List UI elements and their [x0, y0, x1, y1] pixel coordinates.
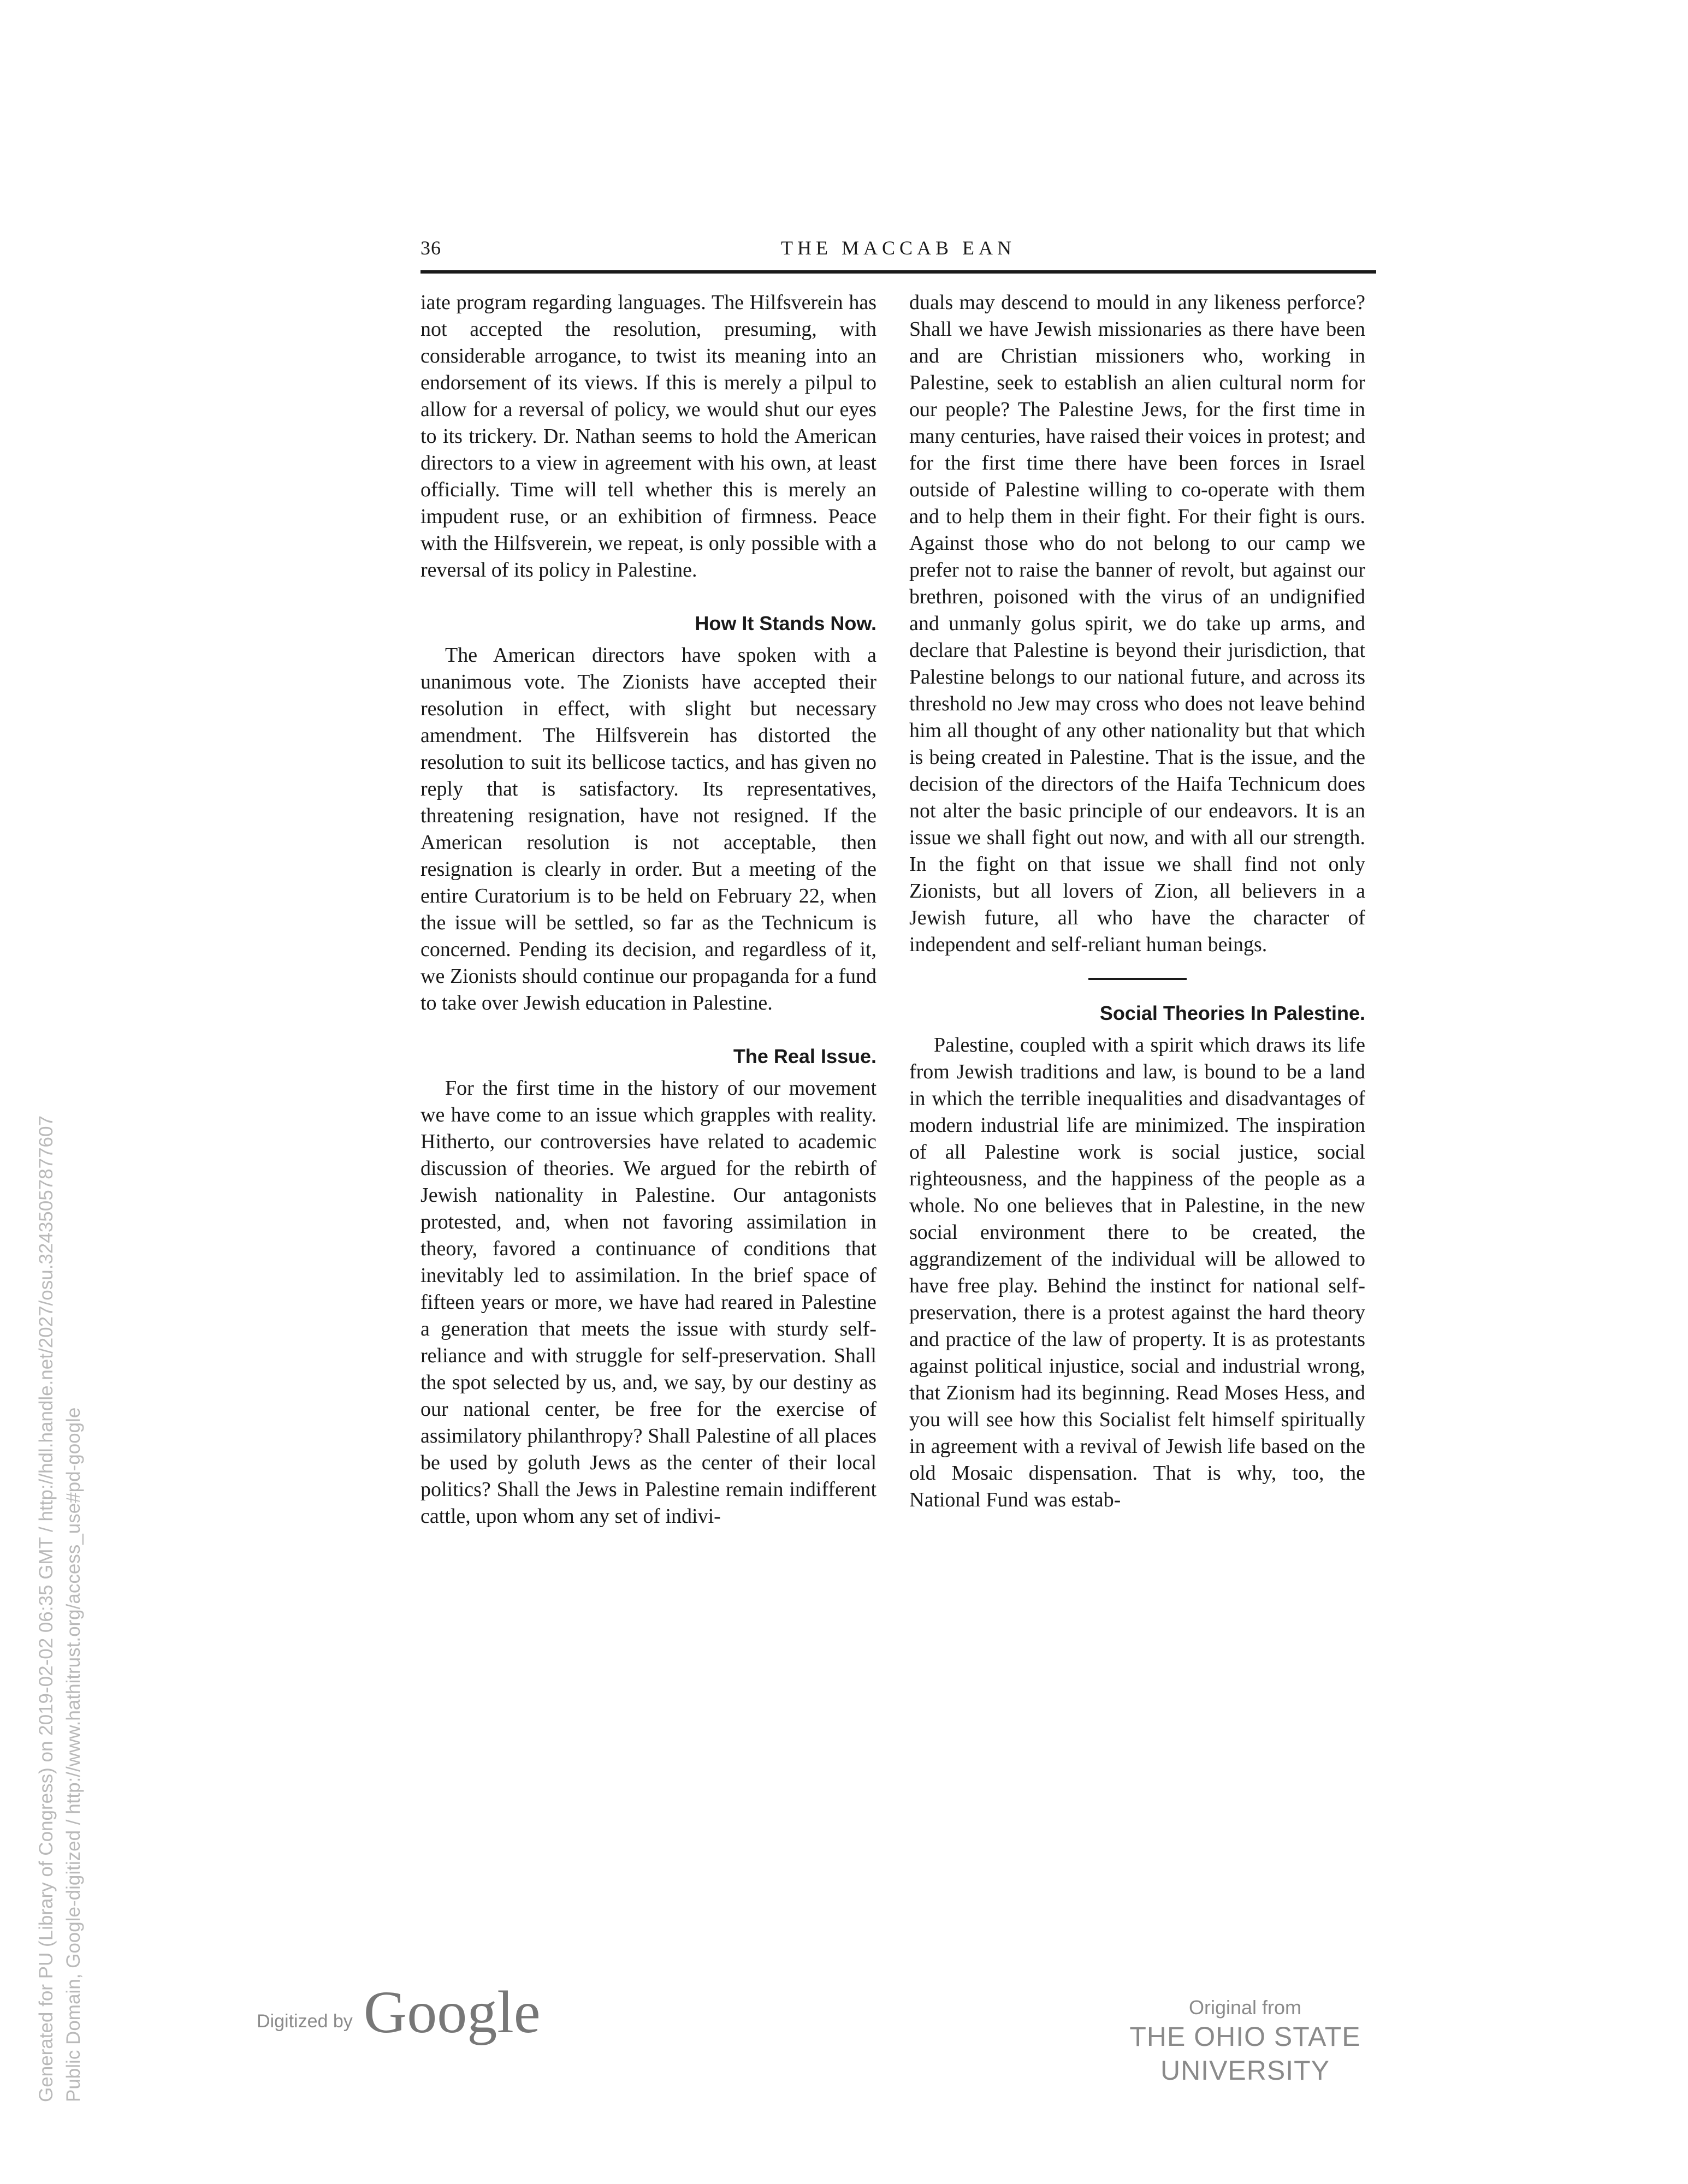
institution-name: THE OHIO STATE UNIVERSITY [1129, 2021, 1361, 2086]
section-text-social-theories: Palestine, coupled with a spirit which draws its life from Jewish traditions and law, is bound to be a land in which the terrible inequalities and disadvantages of modern industrial life are minimized. The inspiration of all Palestine work is social justice, social righteousness, and the happiness of the people as a whole. No one believes that in Palestine, in the new social environment there to be created, the aggrandizement of the individual will be allowed to have free play. Behind the instinct for national self-preservation, there is a protest against the hard theory and practice of the law of property. It is as protestants against political injustice, social and industrial wrong, that Zionism had its beginning. Read Moses Hess, and you will see how this Socialist felt himself spiritually in agreement with a revival of Jewish life based on the old Mosaic dispensation. That is why, too, the National Fund was estab- [909, 1034, 1365, 1511]
paragraph-spacer [420, 1017, 876, 1043]
digitized-by-label: Digitized by [257, 2011, 353, 2032]
original-from-footer [1049, 1996, 1442, 2087]
running-title: THE MACCAB EAN [780, 237, 1016, 259]
section-divider [1088, 978, 1187, 980]
section-text-the-real-issue: For the first time in the history of our movement we have come to an issue which grapples with reality. Hitherto, our controversies have related to academic discussion of theories. We argued for the rebirth of Jewish nationality in Palestine. Our antagonists protested, and, when not favoring assimilation in theory, favored a continuance of conditions that inevitably led to assimilation. In the brief space of fifteen years or more, we have had reared in Palestine a generation that meets the issue with sturdy self-reliance and with struggle for self-preservation. Shall the spot selected by us, and, we say, by our destiny as our national center, be free for the exercise of assimilatory philanthropy? Shall Palestine of all places be used by goluth Jews as the center of their local politics? Shall the Jews in Palestine remain indifferent cattle, upon whom any set of indivi- [420, 1077, 876, 1528]
section-heading-social-theories: Social Theories In Palestine. [1099, 1002, 1365, 1024]
paragraph-spacer [420, 584, 876, 610]
header-rule [420, 270, 1376, 274]
continued-paragraph: duals may descend to mould in any likeness perforce? Shall we have Jewish missionaries as there have been and are Christian missioners who, working in Palestine, seek to establish an alien cultural norm for our people? The Palestine Jews, for the first time in many centuries, have raised their voices in protest; and for the first time there have been forces in Israel outside of Palestine willing to co-operate with them and to help them in their fight. For their fight is ours. Against those who do not belong to our camp we prefer not to raise the banner of revolt, but against our brethren, poisoned with the virus of an undignified and unmanly golus spirit, we do take up arms, and declare that Palestine is beyond their jurisdiction, that Palestine belongs to our national future, and across its threshold no Jew may cross who does not leave behind him all thought of any other nationality but that which is being created in Palestine. That is the issue, and the decision of the directors of the Haifa Technicum does not alter the basic principle of our endeavors. It is an issue we shall fight out now, and with all our strength. In the fight on that issue we shall find not only Zionists, but all lovers of Zion, all believers in a Jewish future, all who have the character of independent and self-reliant human beings. [909, 291, 1365, 956]
left-column [420, 289, 876, 1530]
margin-note-line-1: Generated for PU (Library of Congress) on 2019-02-02 06:35 GMT / http://hdl.handle.net/2027/osu.32435057877607 [35, 1115, 57, 2102]
digitized-by-footer [257, 1979, 541, 2045]
page-header [420, 236, 1376, 269]
google-logo: Google [363, 1979, 541, 2045]
page-number: 36 [420, 237, 441, 259]
right-column [909, 289, 1365, 1514]
original-from-label: Original from [1188, 1996, 1302, 2019]
hathitrust-margin-note [33, 1115, 87, 2102]
section-text-how-it-stands-now: The American directors have spoken with a unanimous vote. The Zionists have accepted their resolution in effect, with slight but necessary amendment. The Hilfsverein has distorted the resolution to suit its bellicose tactics, and has given no reply that is satisfactory. Its representatives, threatening resignation, have not resigned. If the American resolution is not acceptable, then resignation is clearly in order. But a meeting of the entire Curatorium is to be held on February 22, when the issue will be settled, so far as the Technicum is concerned. Pending its decision, and regardless of it, we Zionists should continue our propaganda for a fund to take over Jewish education in Palestine. [420, 644, 876, 1014]
section-heading-how-it-stands-now: How It Stands Now. [695, 612, 876, 634]
margin-note-line-2: Public Domain, Google-digitized / http://www.hathitrust.org/access_use#pd-google [63, 1407, 84, 2102]
intro-paragraph: iate program regarding languages. The Hilfsverein has not accepted the resolution, presuming, with considerable arrogance, to twist its meaning into an endorsement of its views. If this is merely a pilpul to allow for a reversal of policy, we would shut our eyes to its trickery. Dr. Nathan seems to hold the American directors to a view in agreement with his own, at least officially. Time will tell whether this is merely an impudent ruse, or an exhibition of firmness. Peace with the Hilfsverein, we repeat, is only possible with a reversal of its policy in Palestine. [420, 291, 876, 581]
section-heading-the-real-issue: The Real Issue. [733, 1045, 876, 1067]
